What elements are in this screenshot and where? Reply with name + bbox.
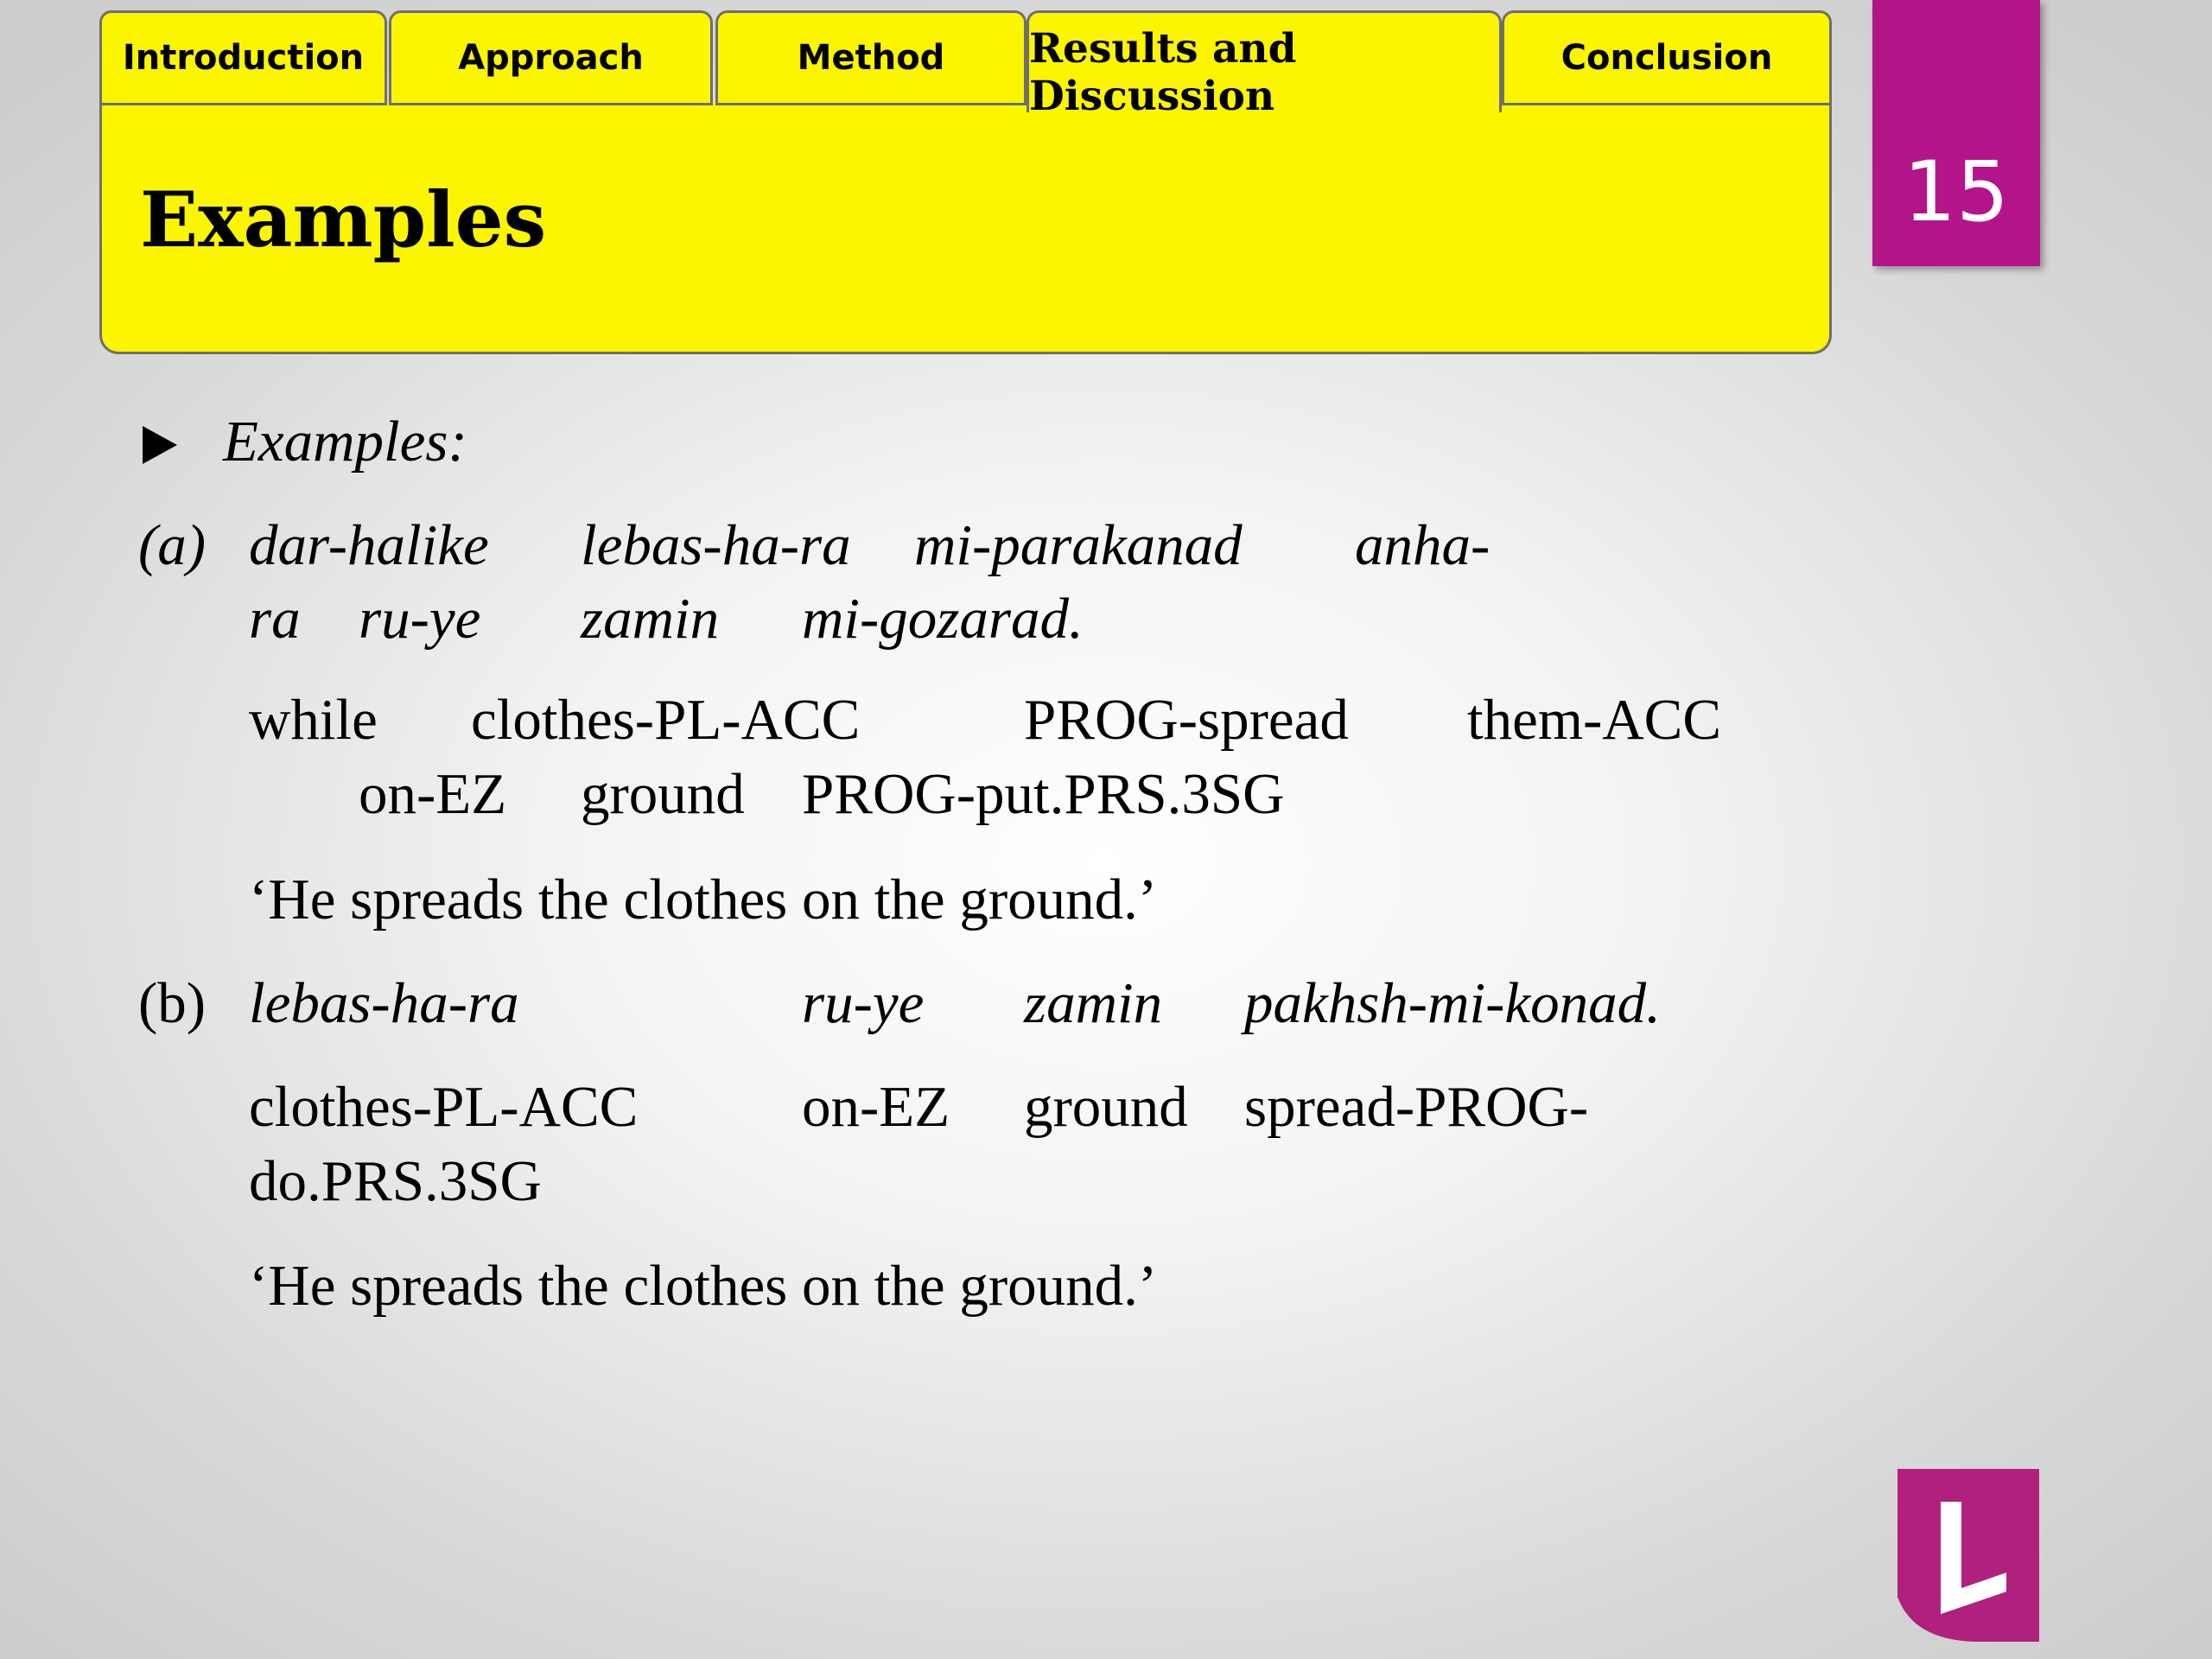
triangle-bullet-icon	[143, 426, 177, 464]
tab-results-and-discussion[interactable]: Results and Discussion	[1027, 10, 1502, 112]
tab-introduction[interactable]: Introduction	[99, 10, 387, 105]
example-b-word: lebas-ha-ra	[249, 971, 519, 1035]
slide-number-badge: 15	[1872, 0, 2040, 266]
page-title: Examples	[140, 175, 547, 264]
example-a-word: mi-gozarad.	[802, 587, 1084, 651]
example-b-translation: ‘He spreads the clothes on the ground.’	[249, 1254, 1158, 1318]
tab-approach[interactable]: Approach	[389, 10, 713, 105]
example-a-gloss: PROG-put.PRS.3SG	[802, 762, 1285, 826]
example-a-word: ra	[249, 587, 301, 651]
example-a-word: ru-ye	[359, 587, 481, 651]
example-b-gloss: clothes-PL-ACC	[249, 1075, 639, 1139]
example-b-gloss: spread-PROG-	[1244, 1075, 1589, 1139]
example-a-word: dar-halike	[249, 513, 489, 577]
example-a-gloss: ground	[581, 762, 745, 826]
example-a-word: anha-	[1355, 513, 1491, 577]
example-b-gloss: do.PRS.3SG	[249, 1149, 542, 1213]
example-a-label: (a)	[138, 513, 207, 577]
tab-conclusion[interactable]: Conclusion	[1502, 10, 1832, 105]
example-b-label: (b)	[138, 971, 207, 1035]
example-a-word: zamin	[581, 587, 720, 651]
example-a-gloss: them-ACC	[1467, 688, 1722, 752]
example-b-gloss: ground	[1024, 1075, 1188, 1139]
example-a-gloss: PROG-spread	[1024, 688, 1349, 752]
example-a-word: mi-parakanad	[914, 513, 1243, 577]
example-a-translation: ‘He spreads the clothes on the ground.’	[249, 868, 1158, 931]
example-a-gloss: while	[249, 688, 378, 752]
bullet-text: Examples:	[223, 410, 467, 474]
example-b-word: pakhsh-mi-konad.	[1244, 971, 1661, 1035]
example-a-gloss: on-EZ	[359, 762, 507, 826]
example-b-word: ru-ye	[802, 971, 925, 1035]
example-b-word: zamin	[1024, 971, 1163, 1035]
example-b-gloss: on-EZ	[802, 1075, 950, 1139]
example-a-word: lebas-ha-ra	[581, 513, 851, 577]
university-logo-icon	[1896, 1467, 2041, 1642]
tab-method[interactable]: Method	[715, 10, 1027, 105]
example-a-gloss: clothes-PL-ACC	[471, 688, 861, 752]
